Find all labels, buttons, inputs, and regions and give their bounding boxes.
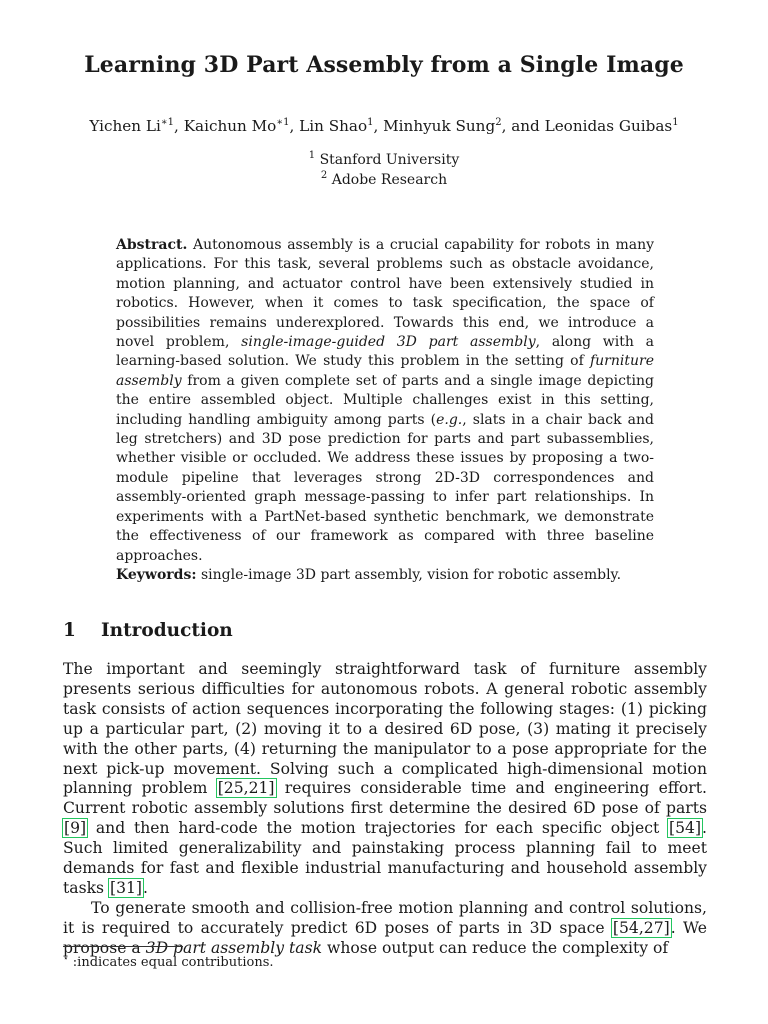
- paper-title: Learning 3D Part Assembly from a Single Image: [84, 52, 684, 78]
- author-affiliation-mark: ∗1: [276, 117, 290, 128]
- affiliation: [0, 150, 768, 170]
- author-affiliation-mark: 1: [367, 117, 374, 128]
- citation-link[interactable]: [9]: [64, 819, 87, 838]
- abstract-text: Autonomous assembly is a crucial capability for robots in many applications. For this task, several problems such as obstacle avoidance, motion planning, and actuator control have been extensively studied in robotics. However, when it comes to task specification, the space of possibilities remains underexplored. Towards this end, we introduce a novel problem,: [116, 237, 654, 351]
- body-text: whose output can reduce the complexity of: [327, 938, 669, 957]
- body-text: requires considerable time and engineering effort. Current robotic assembly solutions first determine the desired 6D pose of parts: [63, 779, 707, 818]
- abstract: [116, 236, 654, 566]
- affiliation-mark: 1: [308, 150, 316, 161]
- author-affiliation-mark: ∗1: [160, 117, 175, 128]
- citation-link[interactable]: [54]: [669, 819, 702, 838]
- section-title: Introduction: [101, 620, 233, 641]
- abstract-emphasis: furniture assembly: [116, 353, 654, 389]
- citation-link[interactable]: [25,21]: [217, 779, 275, 798]
- author-name: and Leonidas Guibas: [511, 117, 673, 135]
- keywords-label: Keywords:: [116, 567, 197, 583]
- abstract-emphasis: single-image-guided 3D part assembly: [241, 334, 536, 351]
- affiliation-list: [0, 150, 768, 190]
- section-number: 1: [63, 620, 76, 641]
- author-name: Minhyuk Sung: [383, 117, 496, 135]
- author-name: Yichen Li: [89, 117, 161, 135]
- footnote: [63, 954, 274, 972]
- affiliation-mark: 2: [320, 170, 328, 181]
- affiliation-name: Adobe Research: [331, 172, 448, 188]
- body-emphasis: 3D part assembly task: [145, 938, 323, 957]
- affiliation: [0, 170, 768, 190]
- abstract-label: Abstract.: [116, 237, 188, 253]
- body-text: The important and seemingly straightforward task of furniture assembly presents serious difficulties for autonomous robots. A general robotic assembly task consists of action sequences incorporating the following stages: (1) picking up a particular part, (2) moving it to a desired 6D pose, (3) mating it precisely with the other parts, (4) returning the manipulator to a pose appropriate for the next pick-up movement. Solving such a complicated high-dimensional motion planning problem: [63, 660, 707, 798]
- author-list: Yichen $Li^{∗1}$, Kaichun $Mo^{∗1}$, Lin Shao$^1$, Minhyuk Sung$^2$, and Leonidas Guibas$^1$: [89, 117, 679, 135]
- keywords: [116, 566, 654, 585]
- footnote-divider: [63, 946, 183, 947]
- footnote-mark: ⋆: [63, 954, 69, 964]
- citation-link[interactable]: [54,27]: [612, 918, 670, 937]
- abstract-text: , along with a learning-based solution. We study this problem in the setting of: [116, 334, 654, 370]
- body-text: . Such limited generalizability and painstaking process planning fail to meet demands for fast and flexible industrial manufacturing and household assembly tasks: [63, 819, 707, 897]
- author-affiliation-mark: 2: [495, 117, 502, 128]
- citation-link[interactable]: [31]: [110, 878, 143, 897]
- intro-paragraph: [63, 899, 707, 959]
- author-name: Kaichun Mo: [183, 117, 277, 135]
- body-text: . We propose a: [63, 918, 708, 957]
- author-name: Lin Shao: [299, 117, 368, 135]
- abstract-emphasis: e.g.: [436, 411, 463, 428]
- keywords-text: single-image 3D part assembly, vision for robotic assembly.: [200, 567, 622, 583]
- body-text: To generate smooth and collision-free motion planning and control solutions, it is required to accurately predict 6D poses of parts in 3D space: [63, 898, 707, 937]
- footnote-text: :indicates equal contributions.: [72, 955, 274, 970]
- body-text: .: [143, 878, 148, 897]
- author-affiliation-mark: 1: [672, 117, 679, 128]
- intro-body: [63, 660, 707, 959]
- abstract-text: , slats in a chair back and leg stretchers) and 3D pose prediction for parts and part subassemblies, whether visible or occluded. We address these issues by proposing a two-module pipeline that leverages strong 2D-3D correspondences and assembly-oriented graph message-passing to infer part relationships. In experiments with a PartNet-based synthetic benchmark, we demonstrate the effectiveness of our framework as compared with three baseline approaches.: [116, 411, 654, 564]
- section-heading: [63, 618, 233, 644]
- intro-paragraph: [63, 660, 707, 899]
- abstract-text: from a given complete set of parts and a single image depicting the entire assembled object. Multiple challenges exist in this setting, including handling ambiguity among parts (: [116, 372, 654, 428]
- affiliation-name: Stanford University: [319, 152, 460, 168]
- body-text: and then hard-code the motion trajectories for each specific object: [95, 819, 660, 838]
